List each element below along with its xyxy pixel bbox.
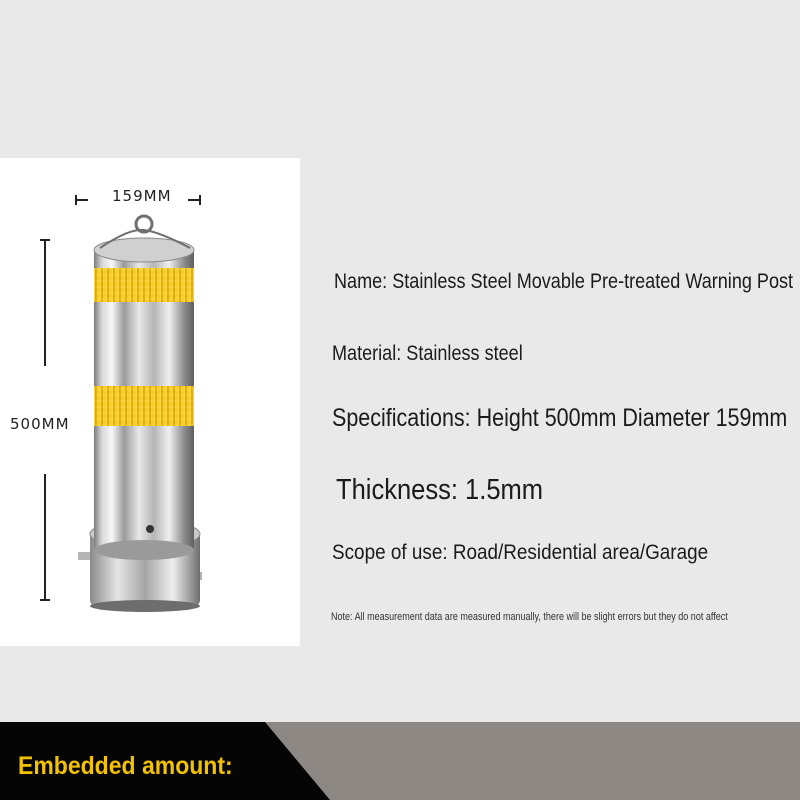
- spec-material: Material: Stainless steel: [332, 342, 523, 365]
- spec-scope: Scope of use: Road/Residential area/Garage: [332, 541, 709, 564]
- reflective-band-bottom: [94, 386, 194, 426]
- measurement-note: Note: All measurement data are measured manually, there will be slight errors but they do not affect: [331, 611, 728, 623]
- footer-label: Embedded amount:: [18, 752, 233, 780]
- spec-specifications: Specifications: Height 500mm Diameter 159mm: [332, 404, 788, 432]
- product-image-card: [0, 158, 300, 646]
- spec-thickness: Thickness: 1.5mm: [336, 474, 544, 506]
- diameter-dimension: [76, 187, 200, 205]
- height-dimension: [10, 240, 70, 600]
- warning-post-image: [0, 158, 300, 646]
- height-label: 500MM: [10, 415, 70, 433]
- diameter-label: 159MM: [112, 187, 172, 205]
- reflective-band-top: [94, 268, 194, 302]
- spec-name: Name: Stainless Steel Movable Pre-treated Warning Post: [334, 270, 794, 293]
